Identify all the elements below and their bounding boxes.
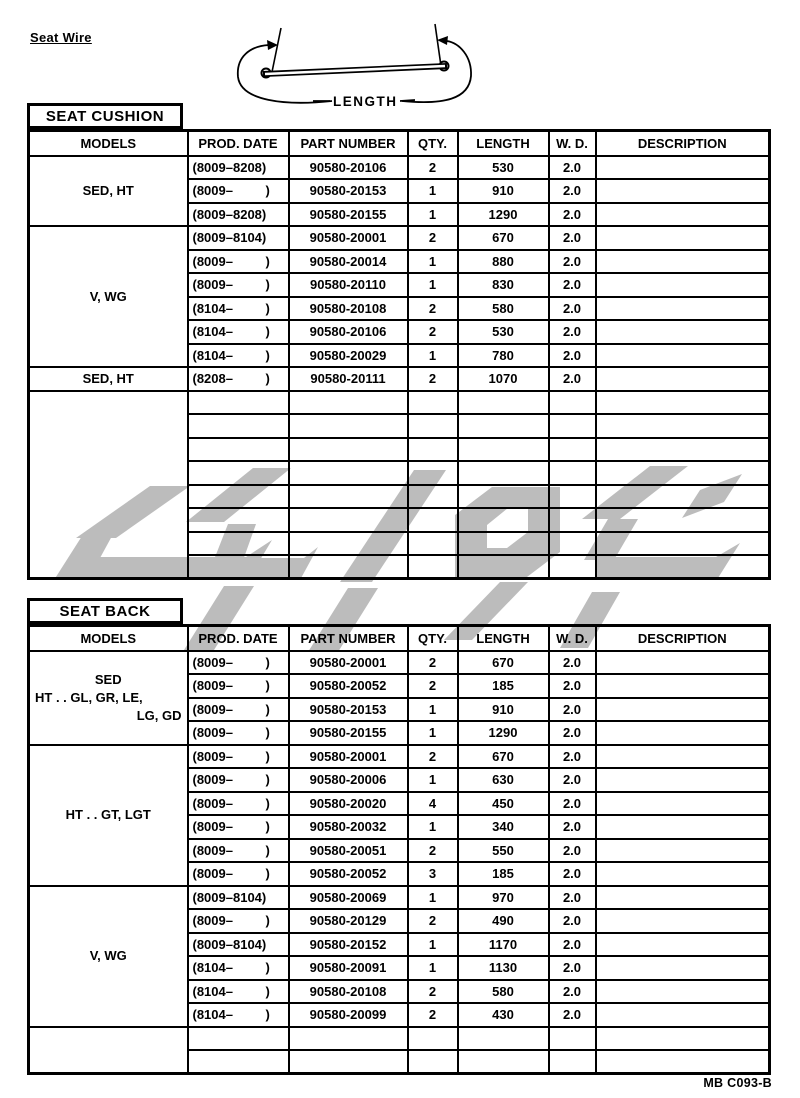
part-number-cell: 90580-20069 xyxy=(289,886,408,910)
description-cell xyxy=(596,674,770,698)
prod-date-cell: (8009–8104) xyxy=(188,886,289,910)
extension-line-right xyxy=(435,24,441,66)
wd-cell: 2.0 xyxy=(549,367,596,391)
length-cell: 910 xyxy=(458,698,549,722)
length-cell: 530 xyxy=(458,156,549,180)
prod-date-cell: (8104– ) xyxy=(188,1003,289,1027)
length-cell xyxy=(458,438,549,462)
table-row xyxy=(29,391,770,415)
qty-cell: 1 xyxy=(408,768,458,792)
description-cell xyxy=(596,909,770,933)
prod-date-cell: (8009– ) xyxy=(188,674,289,698)
prod-date-cell: (8009– ) xyxy=(188,273,289,297)
prod-date-cell xyxy=(188,555,289,579)
description-cell xyxy=(596,862,770,886)
wd-cell: 2.0 xyxy=(549,203,596,227)
part-number-cell: 90580-20029 xyxy=(289,344,408,368)
extension-line-left xyxy=(272,28,281,72)
wd-cell: 2.0 xyxy=(549,179,596,203)
wd-cell: 2.0 xyxy=(549,297,596,321)
prod-date-cell xyxy=(188,532,289,556)
wd-cell: 2.0 xyxy=(549,698,596,722)
description-cell xyxy=(596,226,770,250)
model-label: V, WG xyxy=(89,948,127,963)
qty-cell xyxy=(408,485,458,509)
prod-date-cell: (8009– ) xyxy=(188,745,289,769)
seat-back-table xyxy=(27,624,771,1075)
qty-cell xyxy=(408,414,458,438)
table-row xyxy=(29,156,770,180)
part-number-cell: 90580-20111 xyxy=(289,367,408,391)
qty-cell: 1 xyxy=(408,886,458,910)
model-label: HT . . GT, LGT xyxy=(65,807,151,822)
length-cell: 1170 xyxy=(458,933,549,957)
models-cell xyxy=(29,226,188,367)
prod-date-cell: (8009–8208) xyxy=(188,203,289,227)
wd-cell: 2.0 xyxy=(549,980,596,1004)
prod-date-cell: (8009– ) xyxy=(188,839,289,863)
length-cell: 910 xyxy=(458,179,549,203)
description-cell xyxy=(596,532,770,556)
prod-date-cell: (8104– ) xyxy=(188,980,289,1004)
table-row xyxy=(29,745,770,769)
description-cell xyxy=(596,768,770,792)
part-number-cell: 90580-20155 xyxy=(289,203,408,227)
length-cell: 530 xyxy=(458,320,549,344)
qty-cell xyxy=(408,1050,458,1074)
part-number-cell: 90580-20099 xyxy=(289,1003,408,1027)
description-cell xyxy=(596,1027,770,1051)
qty-cell: 2 xyxy=(408,367,458,391)
qty-cell: 1 xyxy=(408,956,458,980)
qty-cell: 2 xyxy=(408,839,458,863)
description-cell xyxy=(596,886,770,910)
description-cell xyxy=(596,1003,770,1027)
qty-cell xyxy=(408,532,458,556)
qty-cell xyxy=(408,1027,458,1051)
part-number-cell: 90580-20051 xyxy=(289,839,408,863)
column-header: W. D. xyxy=(549,626,596,651)
wd-cell xyxy=(549,555,596,579)
description-cell xyxy=(596,698,770,722)
table-row xyxy=(29,1027,770,1051)
description-cell xyxy=(596,839,770,863)
part-number-cell: 90580-20014 xyxy=(289,250,408,274)
label-dash-right xyxy=(400,100,415,101)
qty-cell: 2 xyxy=(408,980,458,1004)
column-header: LENGTH xyxy=(458,131,549,156)
prod-date-cell: (8009– ) xyxy=(188,815,289,839)
part-number-cell xyxy=(289,1027,408,1051)
part-number-cell: 90580-20001 xyxy=(289,651,408,675)
qty-cell: 2 xyxy=(408,156,458,180)
prod-date-cell: (8009–8208) xyxy=(188,156,289,180)
seat-cushion-table xyxy=(27,129,771,580)
description-cell xyxy=(596,179,770,203)
models-cell xyxy=(29,651,188,745)
wd-cell: 2.0 xyxy=(549,156,596,180)
part-number-cell xyxy=(289,555,408,579)
qty-cell: 1 xyxy=(408,250,458,274)
model-label: V, WG xyxy=(89,288,127,304)
page-code: MB C093-B xyxy=(703,1076,772,1090)
part-number-cell xyxy=(289,414,408,438)
qty-cell: 1 xyxy=(408,203,458,227)
wd-cell xyxy=(549,485,596,509)
prod-date-cell xyxy=(188,485,289,509)
description-cell xyxy=(596,745,770,769)
description-cell xyxy=(596,367,770,391)
prod-date-cell: (8009– ) xyxy=(188,862,289,886)
length-cell: 880 xyxy=(458,250,549,274)
part-number-cell: 90580-20052 xyxy=(289,674,408,698)
description-cell xyxy=(596,721,770,745)
prod-date-cell: (8104– ) xyxy=(188,956,289,980)
part-number-cell xyxy=(289,532,408,556)
description-cell xyxy=(596,273,770,297)
description-cell xyxy=(596,980,770,1004)
models-cell xyxy=(29,391,188,579)
length-cell xyxy=(458,414,549,438)
length-cell: 450 xyxy=(458,792,549,816)
length-cell: 670 xyxy=(458,226,549,250)
wd-cell xyxy=(549,1050,596,1074)
column-header: DESCRIPTION xyxy=(596,626,770,651)
qty-cell xyxy=(408,555,458,579)
length-cell xyxy=(458,1050,549,1074)
length-cell: 1290 xyxy=(458,721,549,745)
prod-date-cell: (8104– ) xyxy=(188,344,289,368)
length-cell: 780 xyxy=(458,344,549,368)
part-number-cell xyxy=(289,461,408,485)
prod-date-cell: (8009– ) xyxy=(188,721,289,745)
length-cell: 430 xyxy=(458,1003,549,1027)
models-cell xyxy=(29,156,188,227)
length-cell: 1130 xyxy=(458,956,549,980)
wire-diagram xyxy=(228,20,488,115)
wd-cell: 2.0 xyxy=(549,909,596,933)
part-number-cell: 90580-20152 xyxy=(289,933,408,957)
description-cell xyxy=(596,651,770,675)
model-label: LG, GD xyxy=(136,707,182,723)
model-label: SED, HT xyxy=(82,370,134,386)
length-cell xyxy=(458,508,549,532)
prod-date-cell: (8104– ) xyxy=(188,320,289,344)
description-cell xyxy=(596,792,770,816)
wd-cell: 2.0 xyxy=(549,956,596,980)
table-row xyxy=(29,651,770,675)
wd-cell xyxy=(549,391,596,415)
wd-cell xyxy=(549,508,596,532)
seat-back-title-box: SEAT BACK xyxy=(27,598,183,624)
length-cell: 1070 xyxy=(458,367,549,391)
part-number-cell: 90580-20110 xyxy=(289,273,408,297)
part-number-cell: 90580-20153 xyxy=(289,179,408,203)
part-number-cell: 90580-20001 xyxy=(289,226,408,250)
wd-cell xyxy=(549,461,596,485)
length-cell: 340 xyxy=(458,815,549,839)
prod-date-cell: (8009– ) xyxy=(188,768,289,792)
wd-cell: 2.0 xyxy=(549,320,596,344)
description-cell xyxy=(596,203,770,227)
prod-date-cell: (8208– ) xyxy=(188,367,289,391)
part-number-cell: 90580-20108 xyxy=(289,980,408,1004)
wd-cell: 2.0 xyxy=(549,226,596,250)
qty-cell: 2 xyxy=(408,909,458,933)
column-header: PART NUMBER xyxy=(289,626,408,651)
qty-cell: 2 xyxy=(408,674,458,698)
description-cell xyxy=(596,391,770,415)
qty-cell xyxy=(408,391,458,415)
length-cell xyxy=(458,461,549,485)
models-cell xyxy=(29,745,188,886)
length-cell: 185 xyxy=(458,862,549,886)
models-cell xyxy=(29,367,188,391)
wd-cell: 2.0 xyxy=(549,886,596,910)
column-header: PART NUMBER xyxy=(289,131,408,156)
qty-cell: 3 xyxy=(408,862,458,886)
length-cell: 670 xyxy=(458,651,549,675)
qty-cell: 1 xyxy=(408,933,458,957)
length-leader-right xyxy=(402,41,471,102)
wd-cell xyxy=(549,414,596,438)
column-header: QTY. xyxy=(408,131,458,156)
prod-date-cell xyxy=(188,1027,289,1051)
prod-date-cell: (8009–8104) xyxy=(188,226,289,250)
qty-cell xyxy=(408,438,458,462)
part-number-cell: 90580-20129 xyxy=(289,909,408,933)
part-number-cell: 90580-20106 xyxy=(289,156,408,180)
length-cell: 580 xyxy=(458,297,549,321)
qty-cell: 1 xyxy=(408,344,458,368)
length-cell: 580 xyxy=(458,980,549,1004)
qty-cell: 1 xyxy=(408,179,458,203)
qty-cell xyxy=(408,461,458,485)
wd-cell xyxy=(549,1027,596,1051)
part-number-cell: 90580-20106 xyxy=(289,320,408,344)
prod-date-cell: (8104– ) xyxy=(188,297,289,321)
length-cell: 490 xyxy=(458,909,549,933)
prod-date-cell: (8009– ) xyxy=(188,250,289,274)
wd-cell xyxy=(549,438,596,462)
wd-cell: 2.0 xyxy=(549,273,596,297)
model-label: SED, HT xyxy=(82,182,134,198)
prod-date-cell: (8009–8104) xyxy=(188,933,289,957)
wd-cell: 2.0 xyxy=(549,344,596,368)
qty-cell: 2 xyxy=(408,226,458,250)
description-cell xyxy=(596,344,770,368)
description-cell xyxy=(596,438,770,462)
seat-cushion-title-box: SEAT CUSHION xyxy=(27,103,183,129)
prod-date-cell: (8009– ) xyxy=(188,651,289,675)
column-header: MODELS xyxy=(29,131,188,156)
qty-cell: 1 xyxy=(408,815,458,839)
part-number-cell: 90580-20052 xyxy=(289,862,408,886)
prod-date-cell xyxy=(188,1050,289,1074)
length-cell: 1290 xyxy=(458,203,549,227)
length-cell: 670 xyxy=(458,745,549,769)
wd-cell: 2.0 xyxy=(549,674,596,698)
description-cell xyxy=(596,414,770,438)
table-row xyxy=(29,226,770,250)
description-cell xyxy=(596,250,770,274)
wd-cell: 2.0 xyxy=(549,1003,596,1027)
description-cell xyxy=(596,461,770,485)
column-header: PROD. DATE xyxy=(188,626,289,651)
wd-cell: 2.0 xyxy=(549,862,596,886)
description-cell xyxy=(596,933,770,957)
length-cell: 550 xyxy=(458,839,549,863)
description-cell xyxy=(596,297,770,321)
part-number-cell: 90580-20001 xyxy=(289,745,408,769)
length-cell: 830 xyxy=(458,273,549,297)
length-cell xyxy=(458,555,549,579)
model-label: SED xyxy=(94,671,122,687)
qty-cell: 2 xyxy=(408,745,458,769)
table-row xyxy=(29,367,770,391)
description-cell xyxy=(596,508,770,532)
column-header: PROD. DATE xyxy=(188,131,289,156)
part-number-cell xyxy=(289,438,408,462)
qty-cell: 2 xyxy=(408,651,458,675)
wd-cell: 2.0 xyxy=(549,250,596,274)
table-row xyxy=(29,886,770,910)
description-cell xyxy=(596,1050,770,1074)
wd-cell: 2.0 xyxy=(549,651,596,675)
prod-date-cell: (8009– ) xyxy=(188,179,289,203)
part-number-cell: 90580-20155 xyxy=(289,721,408,745)
prod-date-cell xyxy=(188,391,289,415)
wd-cell: 2.0 xyxy=(549,768,596,792)
part-number-cell: 90580-20108 xyxy=(289,297,408,321)
models-cell xyxy=(29,1027,188,1074)
wd-cell: 2.0 xyxy=(549,839,596,863)
qty-cell: 2 xyxy=(408,297,458,321)
column-header: LENGTH xyxy=(458,626,549,651)
length-cell: 970 xyxy=(458,886,549,910)
prod-date-cell xyxy=(188,508,289,532)
wd-cell xyxy=(549,532,596,556)
qty-cell: 2 xyxy=(408,320,458,344)
length-label: LENGTH xyxy=(333,94,398,109)
length-cell xyxy=(458,1027,549,1051)
part-number-cell xyxy=(289,508,408,532)
part-number-cell: 90580-20020 xyxy=(289,792,408,816)
wd-cell: 2.0 xyxy=(549,933,596,957)
wd-cell: 2.0 xyxy=(549,721,596,745)
part-number-cell: 90580-20153 xyxy=(289,698,408,722)
column-header: MODELS xyxy=(29,626,188,651)
part-number-cell xyxy=(289,485,408,509)
prod-date-cell: (8009– ) xyxy=(188,792,289,816)
part-number-cell: 90580-20032 xyxy=(289,815,408,839)
column-header: W. D. xyxy=(549,131,596,156)
prod-date-cell xyxy=(188,438,289,462)
seat-back-section xyxy=(27,598,771,1075)
length-cell: 630 xyxy=(458,768,549,792)
description-cell xyxy=(596,485,770,509)
prod-date-cell xyxy=(188,461,289,485)
model-label: HT . . GL, GR, LE, xyxy=(35,689,143,705)
page-title: Seat Wire xyxy=(30,30,92,45)
header-row xyxy=(29,626,770,651)
seat-cushion-section xyxy=(27,103,771,580)
part-number-cell: 90580-20091 xyxy=(289,956,408,980)
wd-cell: 2.0 xyxy=(549,792,596,816)
prod-date-cell: (8009– ) xyxy=(188,909,289,933)
arrowhead-right xyxy=(437,36,448,45)
prod-date-cell: (8009– ) xyxy=(188,698,289,722)
length-cell: 185 xyxy=(458,674,549,698)
models-cell xyxy=(29,886,188,1027)
length-cell xyxy=(458,532,549,556)
column-header: DESCRIPTION xyxy=(596,131,770,156)
qty-cell xyxy=(408,508,458,532)
part-number-cell: 90580-20006 xyxy=(289,768,408,792)
description-cell xyxy=(596,555,770,579)
description-cell xyxy=(596,956,770,980)
length-cell xyxy=(458,391,549,415)
qty-cell: 2 xyxy=(408,1003,458,1027)
qty-cell: 1 xyxy=(408,698,458,722)
part-number-cell xyxy=(289,391,408,415)
qty-cell: 1 xyxy=(408,721,458,745)
prod-date-cell xyxy=(188,414,289,438)
length-cell xyxy=(458,485,549,509)
wd-cell: 2.0 xyxy=(549,745,596,769)
description-cell xyxy=(596,320,770,344)
description-cell xyxy=(596,815,770,839)
wd-cell: 2.0 xyxy=(549,815,596,839)
qty-cell: 4 xyxy=(408,792,458,816)
column-header: QTY. xyxy=(408,626,458,651)
description-cell xyxy=(596,156,770,180)
header-row xyxy=(29,131,770,156)
part-number-cell xyxy=(289,1050,408,1074)
qty-cell: 1 xyxy=(408,273,458,297)
